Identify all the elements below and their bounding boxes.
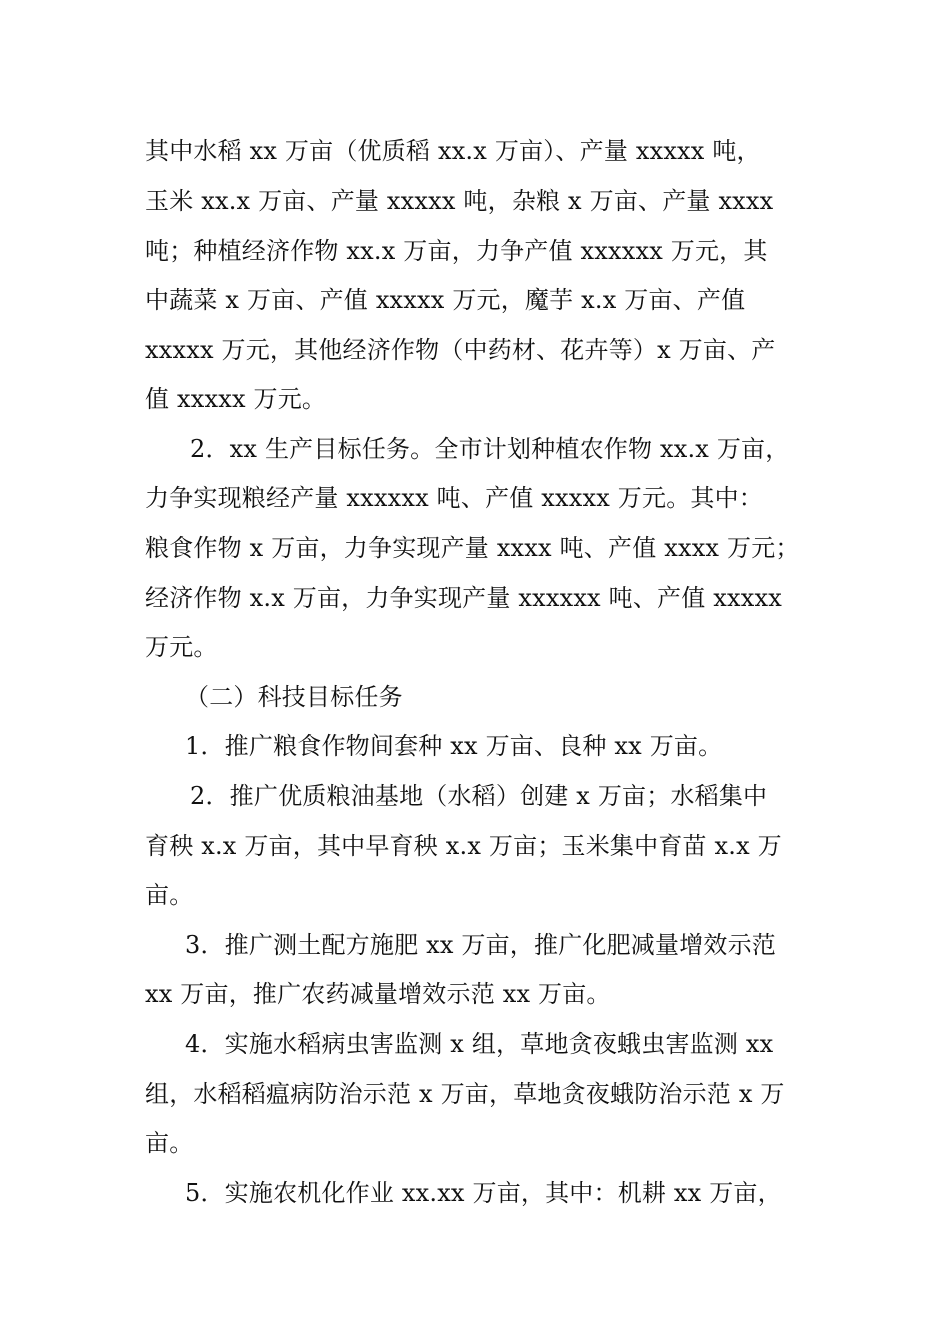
body-text-line: 中蔬菜 x 万亩、产值 xxxxx 万元，魔芋 x.x 万亩、产值	[145, 286, 746, 314]
body-text-line: 亩。	[145, 1129, 194, 1157]
section-heading: （二）科技目标任务	[185, 683, 403, 711]
body-text-line: 吨；种植经济作物 xx.x 万亩，力争产值 xxxxxx 万元，其	[145, 237, 768, 265]
body-text-line: 经济作物 x.x 万亩，力争实现产量 xxxxxx 吨、产值 xxxxx	[145, 584, 782, 612]
body-text-line: 力争实现粮经产量 xxxxxx 吨、产值 xxxxx 万元。其中：	[145, 484, 764, 512]
body-text-line: xx 万亩，推广农药减量增效示范 xx 万亩。	[145, 980, 611, 1008]
body-text-line: 玉米 xx.x 万亩、产量 xxxxx 吨，杂粮 x 万亩、产量 xxxx	[145, 187, 774, 215]
body-text-line: xxxxx 万元，其他经济作物（中药材、花卉等）x 万亩、产	[145, 336, 776, 364]
list-item-line: 3．推广测土配方施肥 xx 万亩，推广化肥减量增效示范	[185, 931, 776, 959]
list-item-line: 2．xx 生产目标任务。全市计划种植农作物 xx.x 万亩，	[190, 435, 790, 463]
body-text-line: 粮食作物 x 万亩，力争实现产量 xxxx 吨、产值 xxxx 万元；	[145, 534, 800, 562]
body-text-line: 育秧 x.x 万亩，其中早育秧 x.x 万亩；玉米集中育苗 x.x 万	[145, 832, 782, 860]
list-item-line: 2．推广优质粮油基地（水稻）创建 x 万亩；水稻集中	[190, 782, 768, 810]
list-item-line: 5．实施农机化作业 xx.xx 万亩，其中：机耕 xx 万亩，	[185, 1179, 782, 1207]
body-text-line: 万元。	[145, 633, 218, 661]
body-text-line: 值 xxxxx 万元。	[145, 385, 327, 413]
list-item-line: 4．实施水稻病虫害监测 x 组，草地贪夜蛾虫害监测 xx	[185, 1030, 774, 1058]
body-text-line: 其中水稻 xx 万亩（优质稻 xx.x 万亩）、产量 xxxxx 吨，	[145, 137, 761, 165]
body-text-line: 组，水稻稻瘟病防治示范 x 万亩，草地贪夜蛾防治示范 x 万	[145, 1080, 785, 1108]
body-text-line: 亩。	[145, 881, 194, 909]
list-item-line: 1．推广粮食作物间套种 xx 万亩、良种 xx 万亩。	[185, 732, 723, 760]
